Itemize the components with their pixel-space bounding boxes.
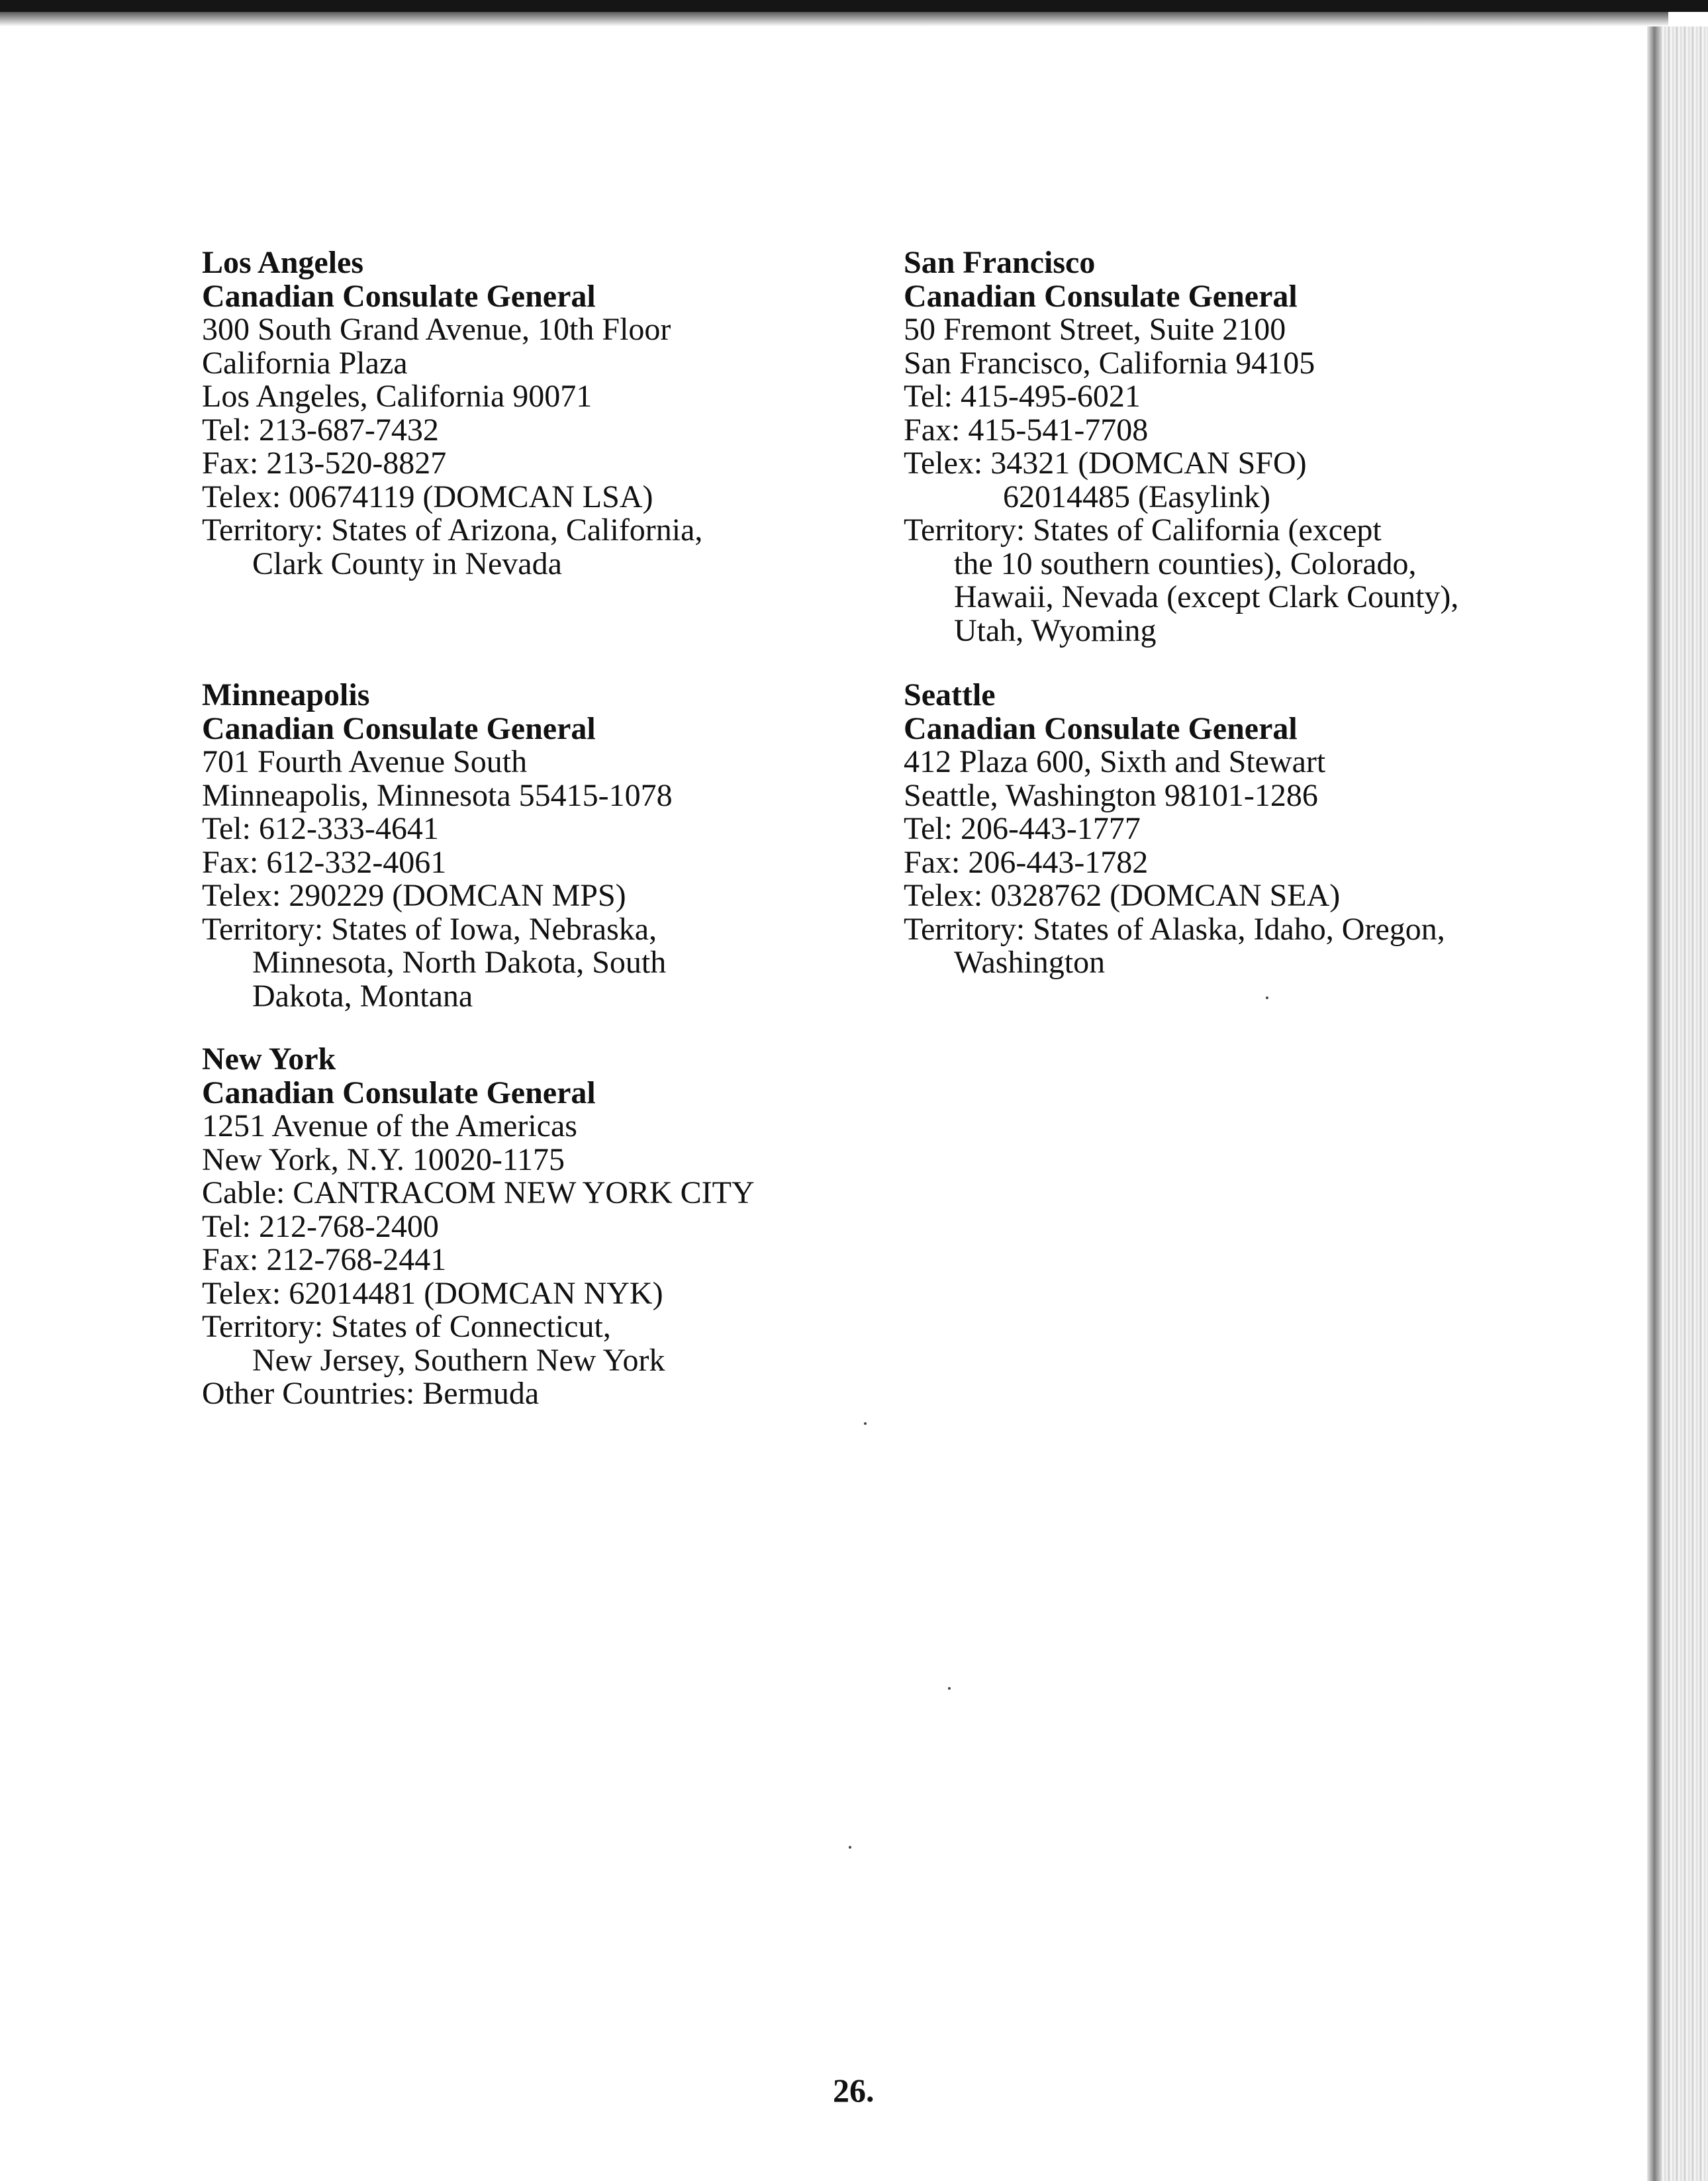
telephone-line: Tel: 612-333-4641: [202, 811, 439, 846]
territory-line: the 10 southern counties), Colorado,: [954, 546, 1417, 581]
scan-speck: [948, 1687, 951, 1690]
telex-line: Telex: 290229 (DOMCAN MPS): [202, 878, 626, 913]
office-name: Canadian Consulate General: [904, 710, 1298, 746]
address-line: New York, N.Y. 10020-1175: [202, 1141, 565, 1177]
fax-line: Fax: 213-520-8827: [202, 446, 447, 481]
consulate-entry-minneapolis: [202, 679, 673, 1013]
scan-top-shadow: [0, 12, 1668, 26]
territory-line: Territory: States of Connecticut,: [202, 1309, 611, 1344]
telex-line: Telex: 0328762 (DOMCAN SEA): [904, 878, 1341, 913]
territory-line: Territory: States of Arizona, California,: [202, 512, 703, 548]
territory-line: Clark County in Nevada: [252, 546, 562, 581]
scan-speck: [1266, 996, 1268, 999]
territory-line: Territory: States of Iowa, Nebraska,: [202, 911, 657, 947]
fax-line: Fax: 206-443-1782: [904, 844, 1149, 880]
territory-line: New Jersey, Southern New York: [252, 1342, 665, 1378]
scan-speck: [849, 1846, 851, 1849]
telex-line: Telex: 34321 (DOMCAN SFO): [904, 446, 1307, 481]
telephone-line: Tel: 206-443-1777: [904, 811, 1141, 846]
city-heading: Los Angeles: [202, 245, 364, 280]
telephone-line: Tel: 212-768-2400: [202, 1208, 439, 1244]
telephone-line: Tel: 213-687-7432: [202, 412, 439, 448]
address-line: California Plaza: [202, 345, 408, 381]
consulate-entry-seattle: [904, 679, 1445, 980]
consulate-entry-new-york: [202, 1043, 755, 1411]
address-line: 50 Fremont Street, Suite 2100: [904, 312, 1286, 347]
scan-top-edge: [0, 0, 1708, 12]
address-line: 1251 Avenue of the Americas: [202, 1108, 577, 1143]
city-heading: Seattle: [904, 677, 996, 712]
scan-speck: [864, 1422, 867, 1425]
book-spine-shadow: [1647, 26, 1662, 2181]
territory-line: Washington: [954, 945, 1106, 980]
address-line: 412 Plaza 600, Sixth and Stewart: [904, 744, 1326, 779]
city-heading: New York: [202, 1042, 336, 1077]
telex-line: Telex: 00674119 (DOMCAN LSA): [202, 479, 653, 514]
territory-line: Territory: States of Alaska, Idaho, Oregon,: [904, 911, 1445, 947]
territory-line: Utah, Wyoming: [954, 612, 1157, 648]
address-line: Seattle, Washington 98101-1286: [904, 777, 1318, 813]
territory-line: Territory: States of California (except: [904, 512, 1382, 548]
office-name: Canadian Consulate General: [202, 1075, 596, 1110]
telex-line: 62014485 (Easylink): [1003, 479, 1270, 514]
consulate-entry-san-francisco: [904, 246, 1458, 648]
city-heading: Minneapolis: [202, 677, 370, 712]
address-line: San Francisco, California 94105: [904, 345, 1315, 381]
fax-line: Fax: 612-332-4061: [202, 844, 447, 880]
address-line: Minneapolis, Minnesota 55415-1078: [202, 777, 673, 813]
territory-line: Hawaii, Nevada (except Clark County),: [954, 579, 1459, 614]
office-name: Canadian Consulate General: [904, 278, 1298, 314]
address-line: 701 Fourth Avenue South: [202, 744, 528, 779]
page-number: 26.: [833, 2072, 875, 2109]
telephone-line: Tel: 415-495-6021: [904, 379, 1141, 414]
territory-line: Minnesota, North Dakota, South: [252, 945, 667, 980]
fax-line: Fax: 212-768-2441: [202, 1242, 447, 1277]
cable-line: Cable: CANTRACOM NEW YORK CITY: [202, 1175, 755, 1210]
address-line: 300 South Grand Avenue, 10th Floor: [202, 312, 671, 347]
office-name: Canadian Consulate General: [202, 710, 596, 746]
other-countries-line: Other Countries: Bermuda: [202, 1376, 540, 1411]
consulate-entry-los-angeles: [202, 246, 702, 581]
telex-line: Telex: 62014481 (DOMCAN NYK): [202, 1275, 663, 1311]
fax-line: Fax: 415-541-7708: [904, 412, 1149, 448]
city-heading: San Francisco: [904, 245, 1096, 280]
office-name: Canadian Consulate General: [202, 278, 596, 314]
address-line: Los Angeles, California 90071: [202, 379, 593, 414]
territory-line: Dakota, Montana: [252, 978, 473, 1014]
